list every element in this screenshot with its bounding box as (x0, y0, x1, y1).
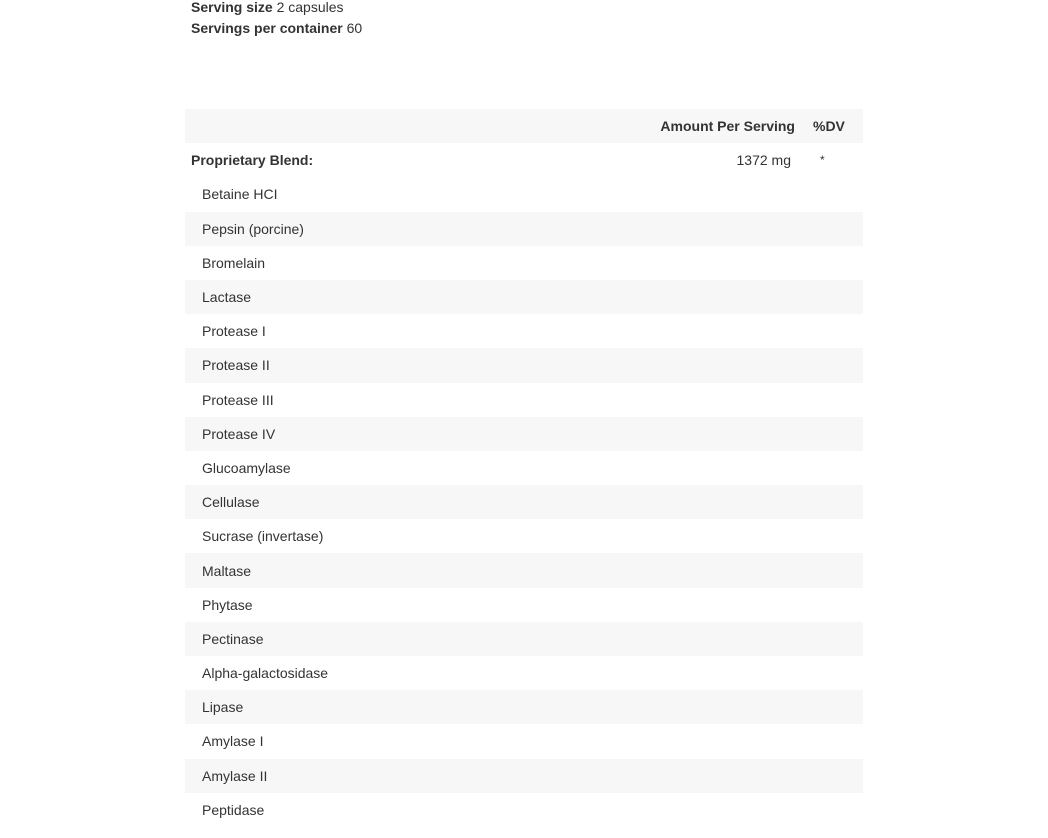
ingredient-amount (493, 724, 805, 758)
ingredient-amount (493, 519, 805, 553)
table-row (185, 280, 863, 314)
ingredient-amount (493, 622, 805, 656)
ingredient-dv (805, 519, 863, 553)
ingredient-dv (805, 212, 863, 246)
ingredient-amount (493, 553, 805, 587)
blend-amount: 1372 mg (736, 152, 791, 169)
ingredient-dv (805, 451, 863, 485)
supplement-facts-table (185, 109, 863, 827)
ingredient-dv (805, 280, 863, 314)
ingredient-amount (493, 690, 805, 724)
ingredient-dv (805, 622, 863, 656)
ingredient-dv (805, 485, 863, 519)
ingredient-name: Glucoamylase (202, 459, 291, 476)
ingredient-name: Peptidase (202, 801, 265, 818)
ingredient-dv (805, 724, 863, 758)
ingredient-name: Pectinase (202, 630, 264, 647)
table-row (185, 759, 863, 793)
ingredient-name: Bromelain (202, 254, 266, 271)
header-dv: %DV (813, 118, 845, 135)
table-row (185, 793, 863, 827)
serving-size-label: Serving size (191, 0, 273, 15)
table-header-row (185, 109, 863, 143)
table-row (185, 622, 863, 656)
table-row (185, 212, 863, 246)
header-amount: Amount Per Serving (660, 118, 795, 135)
ingredient-dv (805, 553, 863, 587)
ingredient-amount (493, 280, 805, 314)
ingredient-dv (805, 759, 863, 793)
table-body (185, 143, 863, 827)
table-row (185, 246, 863, 280)
blend-name: Proprietary Blend: (191, 152, 314, 169)
ingredient-amount (493, 588, 805, 622)
ingredient-amount (493, 212, 805, 246)
servings-per-container-label: Servings per container (191, 20, 343, 36)
ingredient-name: Protease III (202, 391, 274, 408)
ingredient-name: Sucrase (invertase) (202, 528, 324, 545)
ingredient-dv (805, 690, 863, 724)
ingredient-amount (493, 485, 805, 519)
table-row (185, 314, 863, 348)
ingredient-name: Amylase I (202, 733, 264, 750)
table-row (185, 383, 863, 417)
ingredient-name: Lactase (202, 289, 252, 306)
serving-size-line (191, 0, 362, 18)
table-row (185, 417, 863, 451)
ingredient-amount (493, 383, 805, 417)
table-row (185, 519, 863, 553)
ingredient-amount (493, 177, 805, 211)
header-name-cell (185, 109, 493, 143)
ingredient-dv (805, 314, 863, 348)
ingredient-amount (493, 451, 805, 485)
ingredient-dv (805, 588, 863, 622)
ingredient-name: Maltase (202, 562, 252, 579)
table-row (185, 485, 863, 519)
ingredient-amount (493, 348, 805, 382)
table-row (185, 451, 863, 485)
ingredient-name: Protease IV (202, 425, 276, 442)
table-row (185, 588, 863, 622)
table-row (185, 690, 863, 724)
ingredient-dv (805, 177, 863, 211)
ingredient-dv (805, 417, 863, 451)
ingredient-dv (805, 348, 863, 382)
ingredient-name: Amylase II (202, 767, 268, 784)
ingredient-dv (805, 656, 863, 690)
ingredient-amount (493, 793, 805, 827)
table-row (185, 553, 863, 587)
ingredient-amount (493, 656, 805, 690)
table-row (185, 656, 863, 690)
ingredient-name: Betaine HCI (202, 186, 278, 203)
table-row (185, 348, 863, 382)
ingredient-name: Lipase (202, 699, 244, 716)
table-row (185, 177, 863, 211)
blend-row (185, 143, 863, 177)
ingredient-dv (805, 383, 863, 417)
table-row (185, 724, 863, 758)
ingredient-name: Protease II (202, 357, 270, 374)
servings-per-container-line (191, 18, 362, 39)
serving-info (191, 0, 362, 39)
ingredient-name: Phytase (202, 596, 253, 613)
ingredient-amount (493, 246, 805, 280)
ingredient-name: Alpha-galactosidase (202, 665, 329, 682)
ingredient-dv (805, 246, 863, 280)
ingredient-amount (493, 314, 805, 348)
blend-dv: * (820, 153, 825, 168)
servings-per-container-value: 60 (346, 20, 363, 36)
serving-size-value: 2 capsules (276, 0, 344, 15)
ingredient-amount (493, 417, 805, 451)
ingredient-name: Cellulase (202, 494, 260, 511)
ingredient-dv (805, 793, 863, 827)
ingredient-amount (493, 759, 805, 793)
ingredient-name: Protease I (202, 323, 266, 340)
ingredient-name: Pepsin (porcine) (202, 220, 304, 237)
